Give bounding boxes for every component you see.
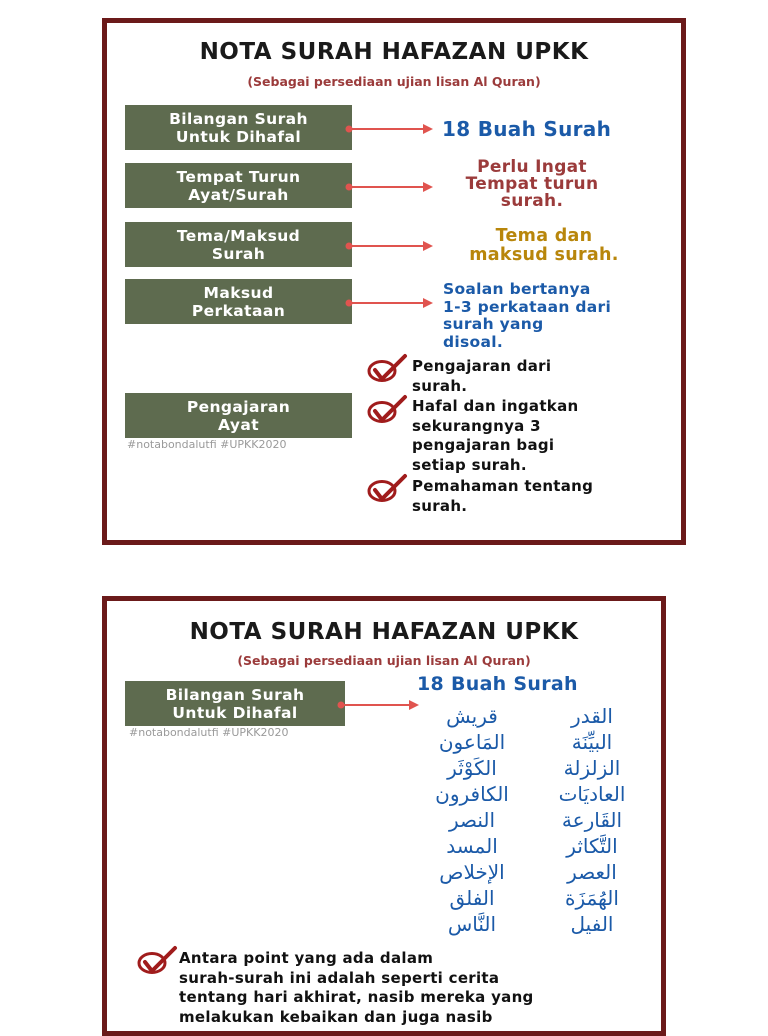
surah-name: النَّاس (447, 912, 497, 936)
surah-name: العاديَات (558, 782, 626, 806)
surah-name: الفلق (449, 886, 495, 910)
surah-list-left (412, 703, 532, 937)
desc-maksud-perkataan: Soalan bertanya 1-3 perkataan dari surah yang disoal. (443, 280, 612, 351)
check-icon (365, 473, 409, 505)
surah-name: الكافرون (435, 782, 509, 806)
label-tema-maksud: Tema/Maksud Surah (125, 222, 352, 267)
hashtag: #notabondalutfi #UPKK2020 (127, 438, 287, 451)
surah-name: البيِّنَة (571, 730, 613, 754)
arrow-icon (343, 296, 435, 310)
check-icon (365, 394, 409, 426)
surah-name: القدر (571, 704, 613, 728)
arrow-icon (335, 698, 421, 712)
desc-bilangan-surah: 18 Buah Surah (442, 117, 612, 141)
bullet-text-3: Pemahaman tentang surah. (412, 477, 594, 515)
note-card-1 (102, 18, 686, 545)
hashtag: #notabondalutfi #UPKK2020 (129, 726, 289, 739)
card-subtitle: (Sebagai persediaan ujian lisan Al Quran) (237, 653, 531, 668)
arrow-icon (343, 122, 435, 136)
card-subtitle: (Sebagai persediaan ujian lisan Al Quran) (247, 74, 541, 89)
surah-name: النصر (448, 808, 496, 832)
note-card-2 (102, 596, 666, 1036)
surah-name: الكَوْثَر (447, 756, 497, 780)
arrow-icon (343, 180, 435, 194)
surah-list-right (537, 703, 647, 937)
card-title: NOTA SURAH HAFAZAN UPKK (189, 619, 579, 645)
label-tempat-turun: Tempat Turun Ayat/Surah (125, 163, 352, 208)
note-text: Antara point yang ada dalam surah-surah ini adalah seperti cerita tentang hari akhirat, nasib mereka yang melakukan kebaikan dan juga nasib (179, 949, 534, 1026)
label-bilangan-surah: Bilangan Surah Untuk Dihafal (125, 681, 345, 726)
surah-name: الفيل (570, 912, 614, 936)
check-icon (365, 353, 409, 385)
label-pengajaran-ayat: Pengajaran Ayat (125, 393, 352, 438)
bullet-text-1: Pengajaran dari surah. (412, 357, 552, 395)
desc-tema-maksud: Tema dan maksud surah. (469, 226, 619, 265)
check-icon (135, 945, 179, 977)
surah-name: التَّكاثر (566, 834, 618, 858)
desc-tempat-turun: Perlu Ingat Tempat turun surah. (465, 157, 599, 211)
surah-name: الهُمَزَة (565, 886, 619, 910)
surah-name: الإخلاص (439, 860, 505, 884)
label-bilangan-surah: Bilangan Surah Untuk Dihafal (125, 105, 352, 150)
surah-name: المَاعون (438, 730, 506, 754)
arrow-icon (343, 239, 435, 253)
surah-name: القَارعة (561, 808, 623, 832)
surah-name: المسد (446, 834, 498, 858)
surah-name: قريش (446, 704, 498, 728)
surah-count: 18 Buah Surah (417, 673, 578, 695)
card-title: NOTA SURAH HAFAZAN UPKK (199, 39, 589, 65)
surah-name: العصر (567, 860, 617, 884)
surah-name: الزلزلة (563, 756, 621, 780)
label-maksud-perkataan: Maksud Perkataan (125, 279, 352, 324)
bullet-text-2: Hafal dan ingatkan sekurangnya 3 pengajaran bagi setiap surah. (412, 397, 579, 474)
